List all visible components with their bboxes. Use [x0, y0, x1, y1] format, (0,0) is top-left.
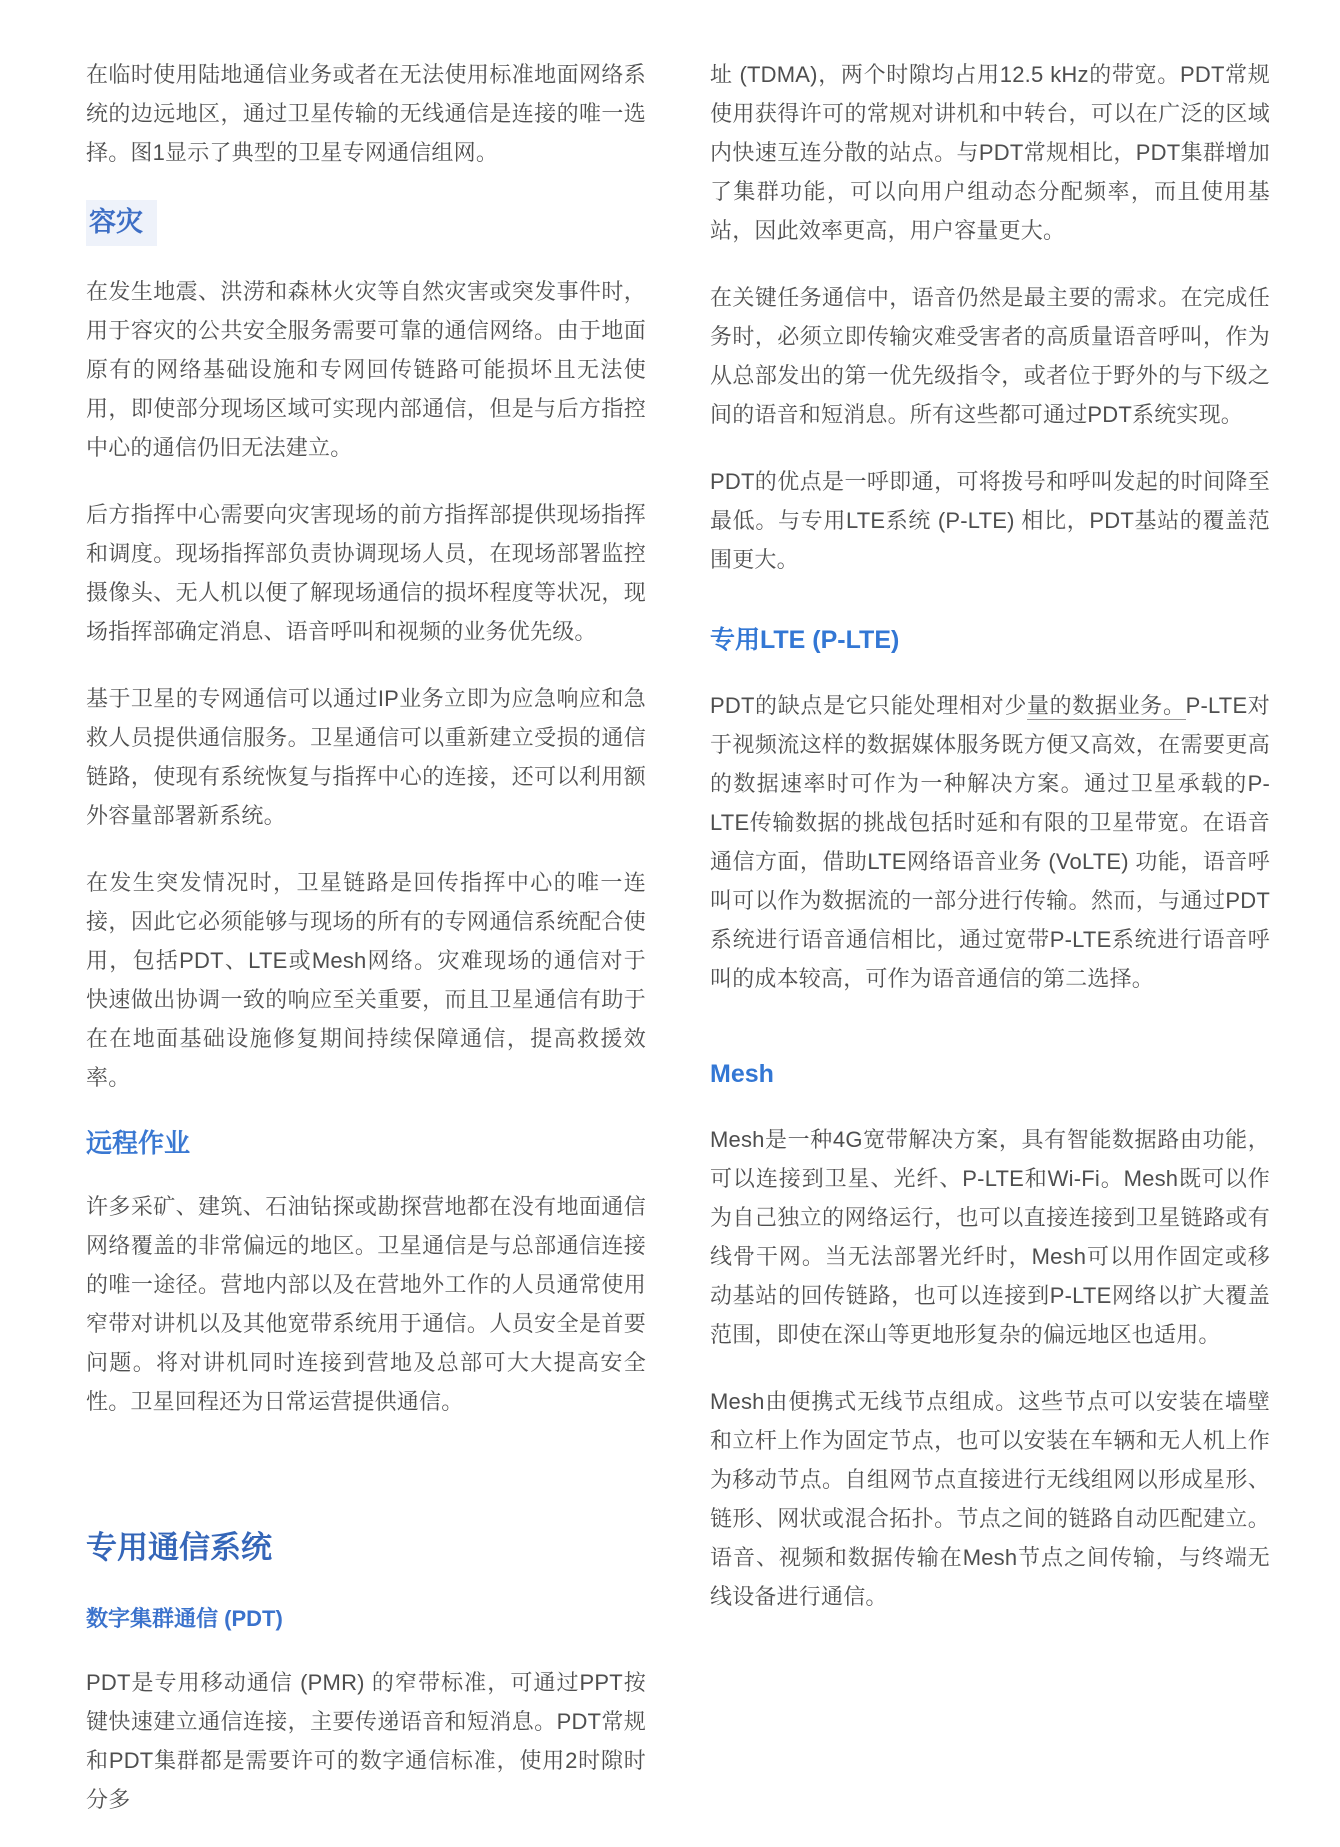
paragraph-plte [710, 686, 1270, 998]
heading-private-comm-systems: 专用通信系统 [86, 1530, 272, 1565]
paragraph-disaster-3: 基于卫星的专网通信可以通过IP业务立即为应急响应和急救人员提供通信服务。卫星通信可以重新建立受损的通信链路，使现有系统恢复与指挥中心的连接，还可以利用额外容量部署新系统。 [86, 686, 646, 828]
paragraph-intro: 在临时使用陆地通信业务或者在无法使用标准地面网络系统的边远地区，通过卫星传输的无线通信是连接的唯一选择。图1显示了典型的卫星专网通信组网。 [86, 62, 646, 165]
right-column [710, 55, 1270, 1644]
heading-private-lte: 专用LTE (P-LTE) [710, 626, 900, 654]
paragraph-disaster-2: 后方指挥中心需要向灾害现场的前方指挥部提供现场指挥和调度。现场指挥部负责协调现场人员，在现场部署监控摄像头、无人机以便了解现场通信的损坏程度等状况，现场指挥部确定消息、语音呼叫和视频的业务优先级。 [86, 502, 646, 644]
left-column [86, 55, 646, 1847]
heading-remote-operations: 远程作业 [86, 1128, 191, 1158]
paragraph-pdt-intro: PDT是专用移动通信 (PMR) 的窄带标准，可通过PPT按键快速建立通信连接，主要传递语音和短消息。PDT常规和PDT集群都是需要许可的数字通信标准，使用2时隙时分多 [86, 1670, 646, 1812]
paragraph-disaster-4: 在发生突发情况时，卫星链路是回传指挥中心的唯一连接，因此它必须能够与现场的所有的专网通信系统配合使用，包括PDT、LTE或Mesh网络。灾难现场的通信对于快速做出协调一致的响应至关重要，而且卫星通信有助于在在地面基础设施修复期间持续保障通信，提高救援效率。 [86, 870, 646, 1090]
heading-disaster-recovery [86, 200, 646, 246]
heading-digital-trunking-pdt: 数字集群通信 (PDT) [86, 1606, 283, 1631]
paragraph-mesh-1: Mesh是一种4G宽带解决方案，具有智能数据路由功能，可以连接到卫星、光纤、P-LTE和Wi-Fi。Mesh既可以作为自己独立的网络运行，也可以直接连接到卫星链路或有线骨干网。当无法部署光纤时，Mesh可以用作固定或移动基站的回传链路，也可以连接到P-LTE网络以扩大覆盖范围，即使在深山等更地形复杂的偏远地区也适用。 [710, 1127, 1270, 1347]
paragraph-pdt-continued: 址 (TDMA)，两个时隙均占用12.5 kHz的带宽。PDT常规使用获得许可的常规对讲机和中转台，可以在广泛的区域内快速互连分散的站点。与PDT常规相比，PDT集群增加了集群功能，可以向用户组动态分配频率，而且使用基站，因此效率更高，用户容量更大。 [710, 62, 1270, 243]
plte-underlined-text: 量的数据业务。 [1026, 693, 1186, 718]
paragraph-pdt-advantage: PDT的优点是一呼即通，可将拨号和呼叫发起的时间降至最低。与专用LTE系统 (P-LTE) 相比，PDT基站的覆盖范围更大。 [710, 469, 1270, 572]
heading-mesh: Mesh [710, 1060, 774, 1088]
paragraph-mesh-2: Mesh由便携式无线节点组成。这些节点可以安装在墙壁和立杆上作为固定节点，也可以安装在车辆和无人机上作为移动节点。自组网节点直接进行无线组网以形成星形、链形、网状或混合拓扑。节点之间的链路自动匹配建立。语音、视频和数据传输在Mesh节点之间传输，与终端无线设备进行通信。 [710, 1389, 1270, 1609]
plte-text-after-underline: P-LTE对于视频流这样的数据媒体服务既方便又高效，在需要更高的数据速率时可作为一种解决方案。通过卫星承载的P-LTE传输数据的挑战包括时延和有限的卫星带宽。在语音通信方面，借助LTE网络语音业务 (VoLTE) 功能，语音呼叫可以作为数据流的一部分进行传输。然而，与通过PDT系统进行语音通信相比，通过宽带P-LTE系统进行语音呼叫的成本较高，可作为语音通信的第二选择。 [710, 693, 1270, 991]
paragraph-disaster-1: 在发生地震、洪涝和森林火灾等自然灾害或突发事件时，用于容灾的公共安全服务需要可靠的通信网络。由于地面原有的网络基础设施和专网回传链路可能损坏且无法使用，即使部分现场区域可实现内部通信，但是与后方指控中心的通信仍旧无法建立。 [86, 279, 646, 460]
heading-disaster-recovery-label: 容灾 [86, 200, 157, 246]
paragraph-remote: 许多采矿、建筑、石油钻探或勘探营地都在没有地面通信网络覆盖的非常偏远的地区。卫星通信是与总部通信连接的唯一途径。营地内部以及在营地外工作的人员通常使用窄带对讲机以及其他宽带系统用于通信。人员安全是首要问题。将对讲机同时连接到营地及总部可大大提高安全性。卫星回程还为日常运营提供通信。 [86, 1194, 646, 1414]
paragraph-mission-critical-voice: 在关键任务通信中，语音仍然是最主要的需求。在完成任务时，必须立即传输灾难受害者的高质量语音呼叫，作为从总部发出的第一优先级指令，或者位于野外的与下级之间的语音和短消息。所有这些都可通过PDT系统实现。 [710, 285, 1270, 427]
plte-text-before-underline: PDT的缺点是它只能处理相对少 [710, 693, 1027, 718]
